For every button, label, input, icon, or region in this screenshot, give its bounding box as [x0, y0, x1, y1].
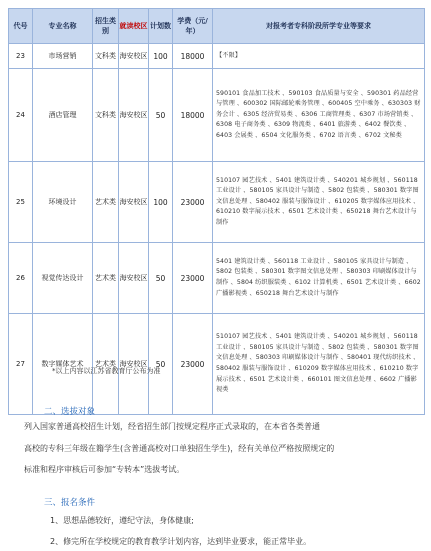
cell-campus: 海安校区: [119, 243, 149, 314]
table-header-row: [9, 9, 425, 44]
cell-requirements: 5401 建筑设计类 、560118 工业设计 、580105 家具设计与制造 、5802 包装类 、580301 数字图文信息处理 、580303 印刷媒体设计与制作 、5804 纺织服装类 、6102 计算机类 、6501 艺术设计类 、6602 广播影视类 、650218 舞台艺术设计与制作: [213, 243, 425, 314]
cell-fee: 23000: [173, 314, 213, 415]
paragraph-line: 标准和程序审核后可参加“专转本”选拔考试。: [24, 465, 185, 474]
cell-plan: 100: [149, 44, 173, 69]
cell-fee: 23000: [173, 162, 213, 243]
cell-name: 视觉传达设计: [33, 243, 93, 314]
header-name: 专业名称: [33, 9, 93, 44]
cell-fee: 23000: [173, 243, 213, 314]
table-row: [9, 69, 425, 162]
cell-category: 文科类: [93, 44, 119, 69]
cell-code: 23: [9, 44, 33, 69]
eligibility-item: 2、修完所在学校规定的教育教学计划内容，达到毕业要求，能正常毕业。: [50, 537, 312, 546]
cell-code: 27: [9, 314, 33, 415]
eligibility-item: 1、思想品德较好，遵纪守法，身体健康;: [50, 516, 194, 525]
header-campus: 就读校区: [119, 9, 149, 44]
header-fee: 学费（元/年）: [173, 9, 213, 44]
cell-category: 艺术类: [93, 243, 119, 314]
cell-name: 市场营销: [33, 44, 93, 69]
cell-plan: 50: [149, 243, 173, 314]
section-title-eligibility: 三、报名条件: [44, 498, 96, 508]
header-code: 代号: [9, 9, 33, 44]
cell-campus: 海安校区: [119, 69, 149, 162]
cell-fee: 18000: [173, 69, 213, 162]
cell-requirements: 510107 园艺技术 、5401 建筑设计类 、540201 城乡规划 、560118 工业设计 、580105 家具设计与制造 、5802 包装类 、580301 数字图文信息处理 、580303 印刷媒体设计与制作 、580401 现代纺织技术 、580402 服装与服饰设计 、610209 数字媒体应用技术 、610210 数字展示技术 、6501 艺术设计类 、660101 图文信息处理 、6602 广播影视类: [213, 314, 425, 415]
cell-plan: 100: [149, 162, 173, 243]
cell-campus: 海安校区: [119, 314, 149, 415]
cell-name: 环境设计: [33, 162, 93, 243]
header-requirements: 对报考者专科阶段所学专业等要求: [213, 9, 425, 44]
cell-plan: 50: [149, 69, 173, 162]
table-row: [9, 243, 425, 314]
section-title-selection: 二、选拔对象: [44, 407, 96, 417]
cell-campus: 海安校区: [119, 162, 149, 243]
cell-fee: 18000: [173, 44, 213, 69]
header-plan: 计划数: [149, 9, 173, 44]
cell-category: 文科类: [93, 69, 119, 162]
header-category: 招生类别: [93, 9, 119, 44]
cell-requirements: 510107 园艺技术 、5401 建筑设计类 、540201 城乡规划 、560118 工业设计 、580105 家具设计与制造 、5802 包装类 、580301 数字图文信息处理 、580402 服装与服饰设计 、610205 数字媒体应用技术 、610210 数字展示技术 、6501 艺术设计类 、650218 舞台艺术设计与制作: [213, 162, 425, 243]
cell-code: 25: [9, 162, 33, 243]
cell-campus: 海安校区: [119, 44, 149, 69]
cell-category: 艺术类: [93, 314, 119, 415]
paragraph-line: 高校的专科三年级在籍学生(含普通高校对口单独招生学生)，经有关单位严格按照规定的: [24, 444, 335, 453]
cell-requirements: 590101 食品加工技术 、590103 食品质量与安全 、590301 药品经营与管理 、600302 国际邮轮乘务管理 、600405 空中乘务 、630303 财务会计 、6305 经济贸易类 、6306 工商管理类 、6307 市场营销类 、6308 电子商务类 、6309 物流类 、6401 旅游类 、6402 餐饮类 、6403 会展类 、6504 文化服务类 、6702 语言类 、6702 文秘类: [213, 69, 425, 162]
source-note: *以上内容以江苏省教育厅公布为准: [52, 367, 161, 375]
cell-requirements: 【不限】: [213, 44, 425, 69]
major-table: [8, 8, 425, 415]
table-row: [9, 44, 425, 69]
cell-name: 酒店管理: [33, 69, 93, 162]
table-row: [9, 162, 425, 243]
cell-code: 26: [9, 243, 33, 314]
cell-plan: 50: [149, 314, 173, 415]
cell-category: 艺术类: [93, 162, 119, 243]
cell-name: 数字媒体艺术: [33, 314, 93, 415]
table-row: [9, 314, 425, 415]
paragraph-line: 列入国家普通高校招生计划，经省招生部门按规定程序正式录取的，在本省各类普通: [24, 422, 320, 431]
cell-code: 24: [9, 69, 33, 162]
